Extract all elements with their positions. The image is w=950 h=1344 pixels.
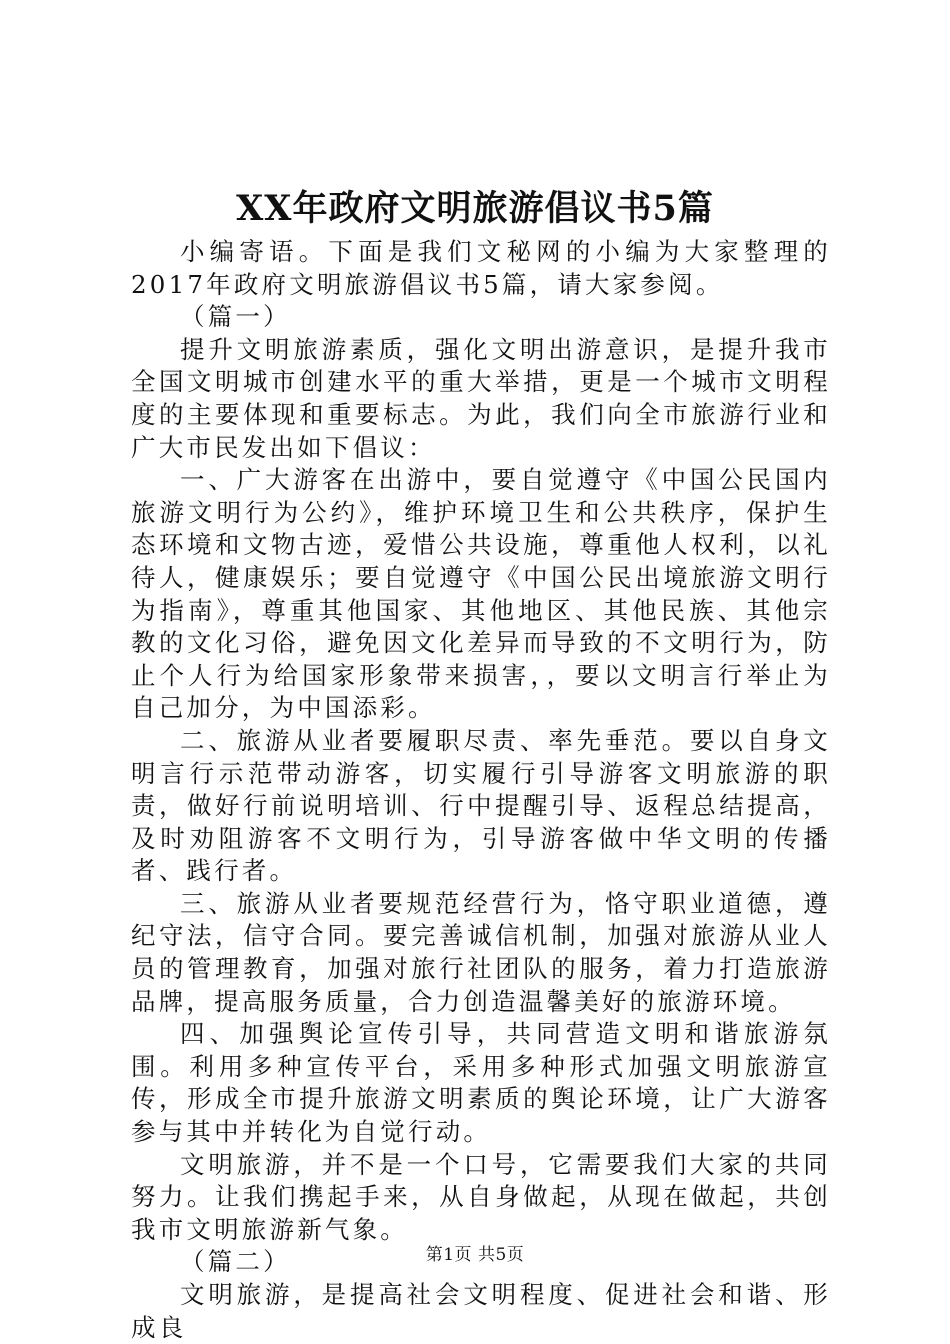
paragraph: 提升文明旅游素质，强化文明出游意识，是提升我市全国文明城市创建水平的重大举措，更是一个城市文明程度的主要体现和重要标志。为此，我们向全市旅游行业和广大市民发出如下倡议： [131,334,831,462]
section-heading-1: （篇一） [180,302,291,332]
paragraph: 一、广大游客在出游中，要自觉遵守《中国公民国内旅游文明行为公约》，维护环境卫生和公共秩序，保护生态环境和文物古迹，爱惜公共设施，尊重他人权利，以礼待人，健康娱乐；要自觉遵守《中国公民出境旅游文明行为指南》，尊重其他国家、其他地区、其他民族、其他宗教的文化习俗，避免因文化差异而导致的不文明行为，防止个人行为给国家形象带来损害，，要以文明言行举止为自己加分，为中国添彩。 [131,465,831,723]
document-body [131,236,831,1344]
page-footer: 第1页 共5页 [425,1245,525,1265]
paragraph: 三、旅游从业者要规范经营行为，恪守职业道德，遵纪守法，信守合同。要完善诚信机制，加强对旅游从业人员的管理教育，加强对旅行社团队的服务，着力打造旅游品牌，提高服务质量，合力创造温馨美好的旅游环境。 [131,888,831,1016]
section-heading-2: （篇二） [180,1247,291,1277]
paragraph: 二、旅游从业者要履职尽责、率先垂范。要以自身文明言行示范带动游客，切实履行引导游客文明旅游的职责，做好行前说明培训、行中提醒引导、返程总结提高，及时劝阻游客不文明行为，引导游客做中华文明的传播者、践行者。 [131,725,831,886]
paragraph: 文明旅游，是提高社会文明程度、促进社会和谐、形成良 [131,1280,831,1342]
document-title: XX年政府文明旅游倡议书5篇 [236,188,714,229]
intro-paragraph: 小编寄语。下面是我们文秘网的小编为大家整理的2017年政府文明旅游倡议书5篇，请大家参阅。 [131,237,831,299]
paragraph: 文明旅游，并不是一个口号，它需要我们大家的共同努力。让我们携起手来，从自身做起，从现在做起，共创我市文明旅游新气象。 [131,1149,831,1244]
paragraph: 四、加强舆论宣传引导，共同营造文明和谐旅游氛围。利用多种宣传平台，采用多种形式加强文明旅游宣传，形成全市提升旅游文明素质的舆论环境，让广大游客参与其中并转化为自觉行动。 [131,1019,831,1147]
